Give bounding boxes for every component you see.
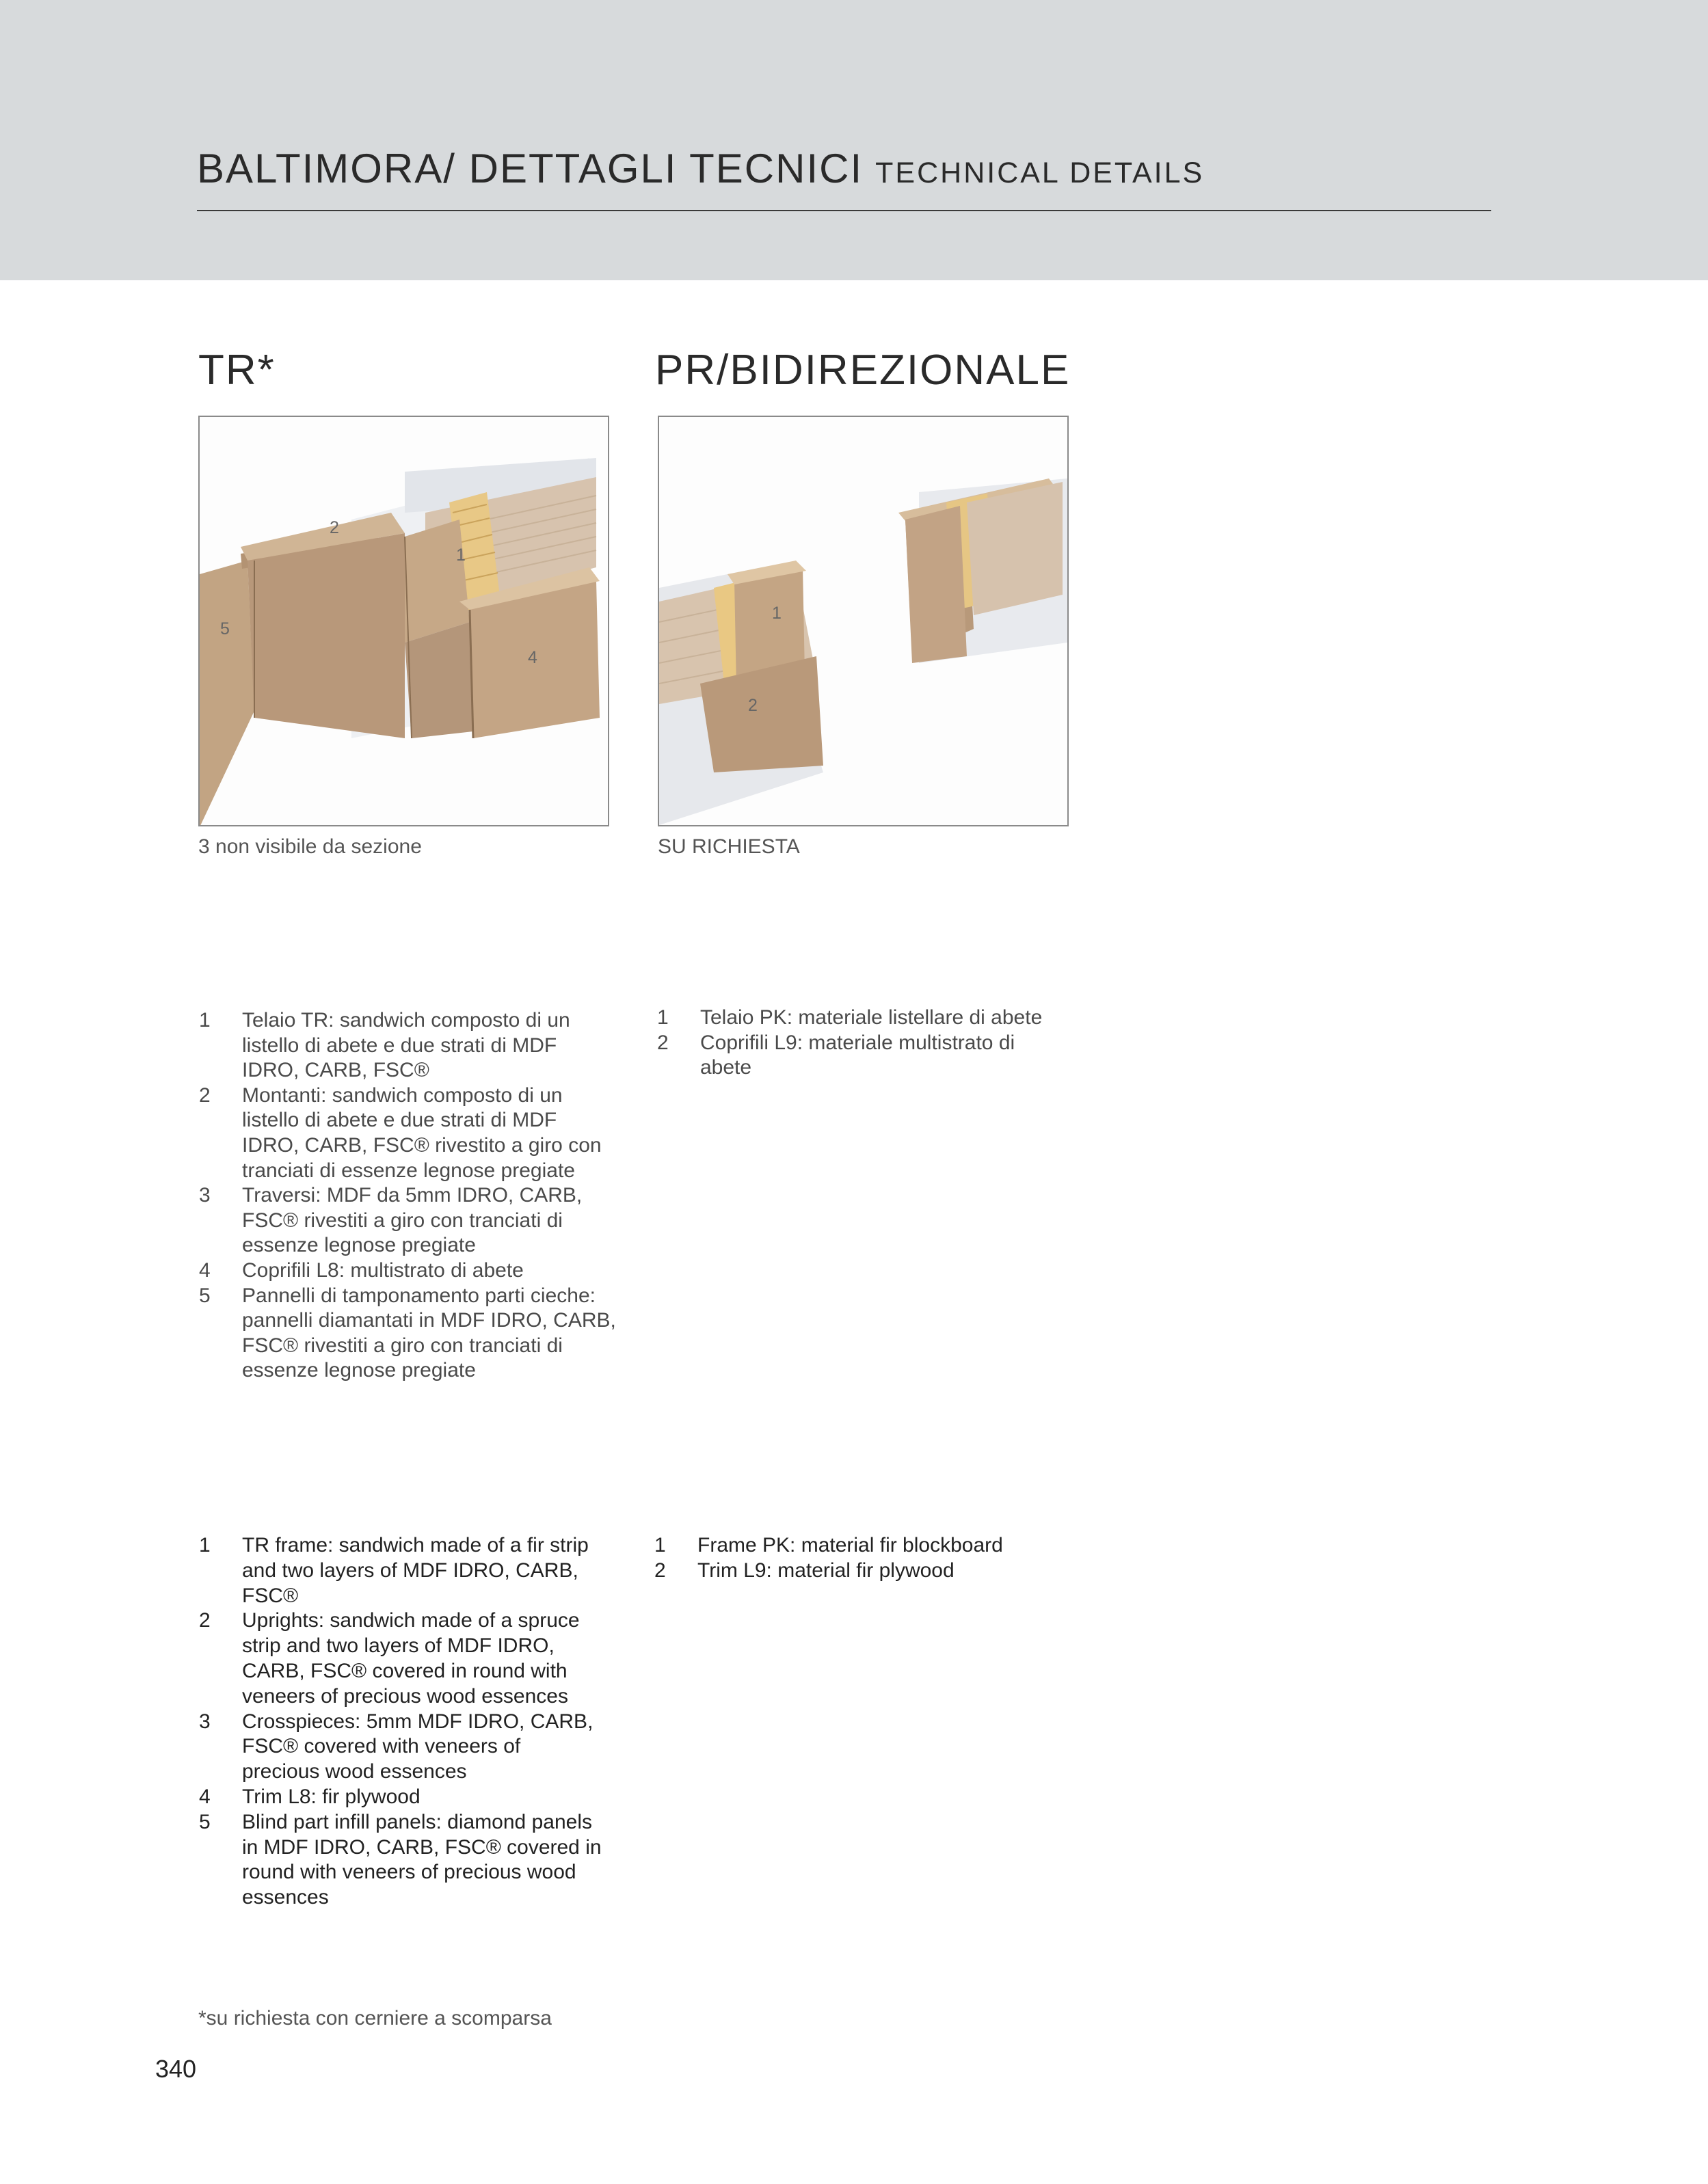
tr-spec-list-en xyxy=(199,1533,602,1911)
list-item: 1 Telaio TR: sandwich composto di un listello di abete e due strati di MDF IDRO, CARB, FSC® xyxy=(199,1009,570,1082)
tr-section-illustration xyxy=(198,416,609,826)
list-item: 1 Telaio PK: materiale listellare di abete xyxy=(657,1006,1043,1029)
pr-callout-1: 1 xyxy=(772,604,782,623)
page-subtitle: TECHNICAL DETAILS xyxy=(875,157,1205,189)
list-item: 2 Montanti: sandwich composto di un listello di abete e due strati di MDF IDRO, CARB, FSC® rivestito a giro con tranciati di essenze legnose pregiate xyxy=(199,1083,602,1182)
pr-callout-2: 2 xyxy=(748,696,758,715)
list-item: 3 Traversi: MDF da 5mm IDRO, CARB, FSC® rivestiti a giro con tranciati di essenze legnose pregiate xyxy=(199,1184,583,1257)
pr-spec-list-it xyxy=(657,1006,1067,1081)
pr-spec-list-en xyxy=(654,1533,1092,1584)
tr-callout-4: 4 xyxy=(528,648,537,667)
list-item: 4 Trim L8: fir plywood xyxy=(199,1785,421,1808)
page-title xyxy=(197,145,1204,192)
list-item: 4 Coprifili L8: multistrato di abete xyxy=(199,1258,524,1282)
list-item: 2 Uprights: sandwich made of a spruce strip and two layers of MDF IDRO, CARB, FSC® covered in round with veneers of precious wood essences xyxy=(199,1609,580,1708)
tr-callout-1: 1 xyxy=(456,545,466,565)
list-item: 2 Coprifili L9: materiale multistrato di abete xyxy=(657,1031,1015,1079)
list-item: 1 TR frame: sandwich made of a fir strip and two layers of MDF IDRO, CARB, FSC® xyxy=(199,1534,589,1607)
list-item: 3 Crosspieces: 5mm MDF IDRO, CARB, FSC® covered with veneers of precious wood essences xyxy=(199,1710,593,1783)
tr-caption: 3 non visibile da sezione xyxy=(198,835,422,858)
section-title-tr: TR* xyxy=(198,347,276,394)
tr-section-drawing xyxy=(200,417,608,825)
list-item: 5 Pannelli di tamponamento parti cieche: pannelli diamantati in MDF IDRO, CARB, FSC® rivestiti a giro con tranciati di essenze legnose pregiate xyxy=(199,1284,616,1382)
pr-caption: SU RICHIESTA xyxy=(658,835,800,858)
pr-section-drawing xyxy=(659,417,1067,825)
list-item: 1 Frame PK: material fir blockboard xyxy=(654,1534,1003,1556)
tr-spec-list-it xyxy=(199,1008,616,1384)
list-item: 2 Trim L9: material fir plywood xyxy=(654,1559,955,1582)
footnote: *su richiesta con cerniere a scomparsa xyxy=(198,2007,552,2030)
list-item: 5 Blind part infill panels: diamond panels in MDF IDRO, CARB, FSC® covered in round with veneers of precious wood essences xyxy=(199,1810,602,1909)
title-divider xyxy=(197,210,1491,211)
header-band xyxy=(0,0,1708,280)
pr-section-illustration xyxy=(658,416,1069,826)
tr-callout-2: 2 xyxy=(330,518,339,537)
page-number: 340 xyxy=(155,2055,197,2083)
tr-callout-5: 5 xyxy=(220,619,230,638)
page-title-main: BALTIMORA/ DETTAGLI TECNICI xyxy=(197,146,864,191)
section-title-pr: PR/BIDIREZIONALE xyxy=(655,347,1071,394)
